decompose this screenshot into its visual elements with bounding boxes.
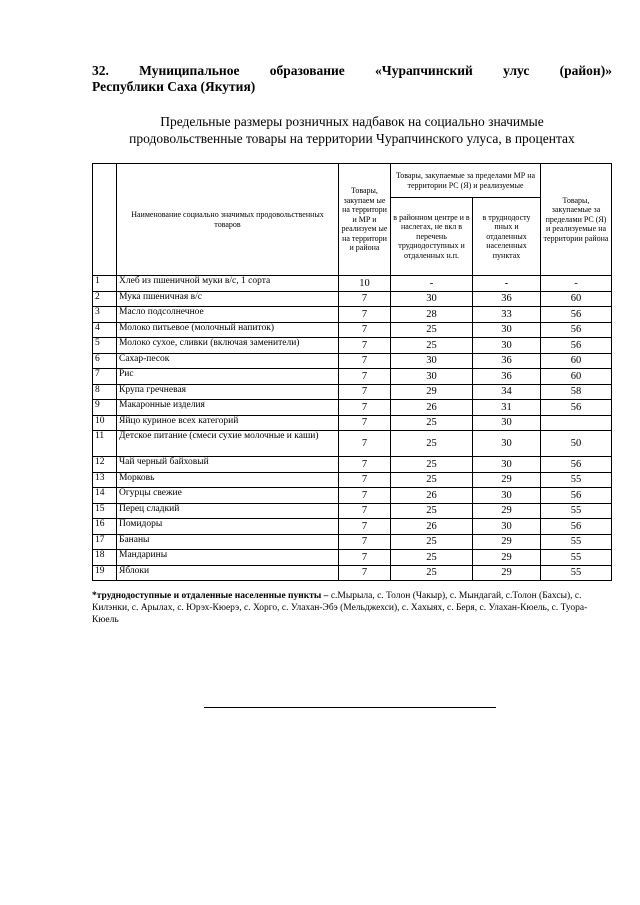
markup-outside-rs: 55 xyxy=(541,503,612,519)
row-number: 3 xyxy=(93,307,117,323)
table-row xyxy=(93,503,612,519)
product-name: Молоко питьевое (молочный напиток) xyxy=(117,322,339,338)
table-row xyxy=(93,307,612,323)
markup-center: 30 xyxy=(391,369,473,385)
markup-local: 7 xyxy=(339,369,391,385)
markup-outside-rs: 56 xyxy=(541,322,612,338)
heading-number: 32. xyxy=(92,63,109,78)
markup-remote: 30 xyxy=(473,415,541,431)
markup-remote: 31 xyxy=(473,400,541,416)
markup-outside-rs: 55 xyxy=(541,550,612,566)
product-name: Огурцы свежие xyxy=(117,488,339,504)
footnote-text: с.Мырыла, с. Толон (Чакыр), с. Мындагай, с.Толон (Бахсы), с. Килэнки, с. Арылах, с. Юрэх-Кюерэ, с. Хорго, с. Улахан-Эбэ (Мельджехси), с. Хахыях, с. Беря, с. Улахан-Кюель, с. Туора-Кюель xyxy=(92,591,588,625)
row-number: 5 xyxy=(93,338,117,354)
table-row xyxy=(93,488,612,504)
heading-line2: Республики Саха (Якутия) xyxy=(92,79,256,94)
table-row xyxy=(93,338,612,354)
product-name: Мандарины xyxy=(117,550,339,566)
markup-remote: 30 xyxy=(473,322,541,338)
heading-word: «Чурапчинский xyxy=(375,63,473,78)
markup-outside-rs: 60 xyxy=(541,369,612,385)
table-row xyxy=(93,519,612,535)
markup-center: 25 xyxy=(391,565,473,581)
markup-remote: 30 xyxy=(473,457,541,473)
table-row xyxy=(93,457,612,473)
row-number: 13 xyxy=(93,472,117,488)
product-name: Морковь xyxy=(117,472,339,488)
product-name: Помидоры xyxy=(117,519,339,535)
markup-local: 7 xyxy=(339,550,391,566)
caption-line1: Предельные размеры розничных надбавок на социально значимые xyxy=(160,114,544,129)
markup-remote: 29 xyxy=(473,534,541,550)
markup-center: 25 xyxy=(391,338,473,354)
row-number: 4 xyxy=(93,322,117,338)
table-row xyxy=(93,276,612,292)
markup-table xyxy=(92,163,612,581)
markup-center: 25 xyxy=(391,503,473,519)
markup-remote: 29 xyxy=(473,472,541,488)
markup-outside-rs xyxy=(541,415,612,431)
header-outside-group: Товары, закупаемые за пределами МР на территории РС (Я) и реализуемые xyxy=(391,164,541,198)
markup-center: 26 xyxy=(391,488,473,504)
markup-center: 25 xyxy=(391,550,473,566)
product-name: Масло подсолнечное xyxy=(117,307,339,323)
markup-outside-rs: 56 xyxy=(541,488,612,504)
markup-local: 7 xyxy=(339,400,391,416)
markup-center: - xyxy=(391,276,473,292)
table-row xyxy=(93,400,612,416)
markup-center: 26 xyxy=(391,519,473,535)
markup-local: 7 xyxy=(339,338,391,354)
markup-remote: 29 xyxy=(473,503,541,519)
markup-outside-rs: 55 xyxy=(541,472,612,488)
markup-local: 7 xyxy=(339,488,391,504)
footnote xyxy=(92,590,614,626)
product-name: Молоко сухое, сливки (включая заменители) xyxy=(117,338,339,354)
markup-center: 30 xyxy=(391,291,473,307)
markup-remote: 30 xyxy=(473,431,541,457)
markup-center: 29 xyxy=(391,384,473,400)
markup-outside-rs: 56 xyxy=(541,338,612,354)
markup-outside-rs: 56 xyxy=(541,400,612,416)
markup-outside-rs: 50 xyxy=(541,431,612,457)
markup-outside-rs: 60 xyxy=(541,353,612,369)
footnote-label: *труднодоступные и отдаленные населенные пункты – xyxy=(92,591,329,601)
markup-outside-rs: 56 xyxy=(541,457,612,473)
table-row xyxy=(93,384,612,400)
markup-local: 7 xyxy=(339,534,391,550)
markup-local: 7 xyxy=(339,519,391,535)
markup-local: 7 xyxy=(339,503,391,519)
row-number: 14 xyxy=(93,488,117,504)
markup-outside-rs: 56 xyxy=(541,307,612,323)
markup-center: 25 xyxy=(391,534,473,550)
header-remote: в труднодосту пных и отдаленных населенных пунктах xyxy=(473,198,541,276)
footer-rule xyxy=(204,707,496,708)
markup-outside-rs: - xyxy=(541,276,612,292)
markup-center: 25 xyxy=(391,457,473,473)
markup-remote: 30 xyxy=(473,488,541,504)
row-number: 9 xyxy=(93,400,117,416)
row-number: 16 xyxy=(93,519,117,535)
header-local: Товары, закупаем ые на территори и МР и реализуем ые на территори и района xyxy=(339,164,391,276)
markup-local: 7 xyxy=(339,431,391,457)
product-name: Рис xyxy=(117,369,339,385)
markup-local: 7 xyxy=(339,384,391,400)
header-name: Наименование социально значимых продовольственных товаров xyxy=(117,164,339,276)
markup-center: 25 xyxy=(391,415,473,431)
markup-center: 25 xyxy=(391,431,473,457)
product-name: Детское питание (смеси сухие молочные и каши) xyxy=(117,431,339,457)
markup-outside-rs: 58 xyxy=(541,384,612,400)
row-number: 15 xyxy=(93,503,117,519)
markup-remote: - xyxy=(473,276,541,292)
markup-remote: 29 xyxy=(473,565,541,581)
heading-word: образование xyxy=(269,63,345,78)
markup-center: 28 xyxy=(391,307,473,323)
markup-local: 10 xyxy=(339,276,391,292)
product-name: Сахар-песок xyxy=(117,353,339,369)
table-row xyxy=(93,322,612,338)
heading-word: (район)» xyxy=(559,63,612,78)
row-number: 17 xyxy=(93,534,117,550)
markup-local: 7 xyxy=(339,472,391,488)
row-number: 11 xyxy=(93,431,117,457)
markup-local: 7 xyxy=(339,291,391,307)
markup-outside-rs: 60 xyxy=(541,291,612,307)
heading-word: Муниципальное xyxy=(139,63,240,78)
markup-center: 25 xyxy=(391,472,473,488)
markup-outside-rs: 56 xyxy=(541,519,612,535)
row-number: 19 xyxy=(93,565,117,581)
row-number: 1 xyxy=(93,276,117,292)
product-name: Мука пшеничная в/с xyxy=(117,291,339,307)
header-center: в районном центре и в наслегах, не вкл в перечень труднодоступных и отдаленных н.п. xyxy=(391,198,473,276)
table-row xyxy=(93,472,612,488)
markup-remote: 33 xyxy=(473,307,541,323)
table-row xyxy=(93,353,612,369)
product-name: Крупа гречневая xyxy=(117,384,339,400)
markup-remote: 30 xyxy=(473,338,541,354)
table-row xyxy=(93,369,612,385)
table-header-row xyxy=(93,164,612,198)
row-number: 10 xyxy=(93,415,117,431)
markup-outside-rs: 55 xyxy=(541,534,612,550)
product-name: Яйцо куриное всех категорий xyxy=(117,415,339,431)
section-heading xyxy=(92,63,612,95)
product-name: Яблоки xyxy=(117,565,339,581)
row-number: 6 xyxy=(93,353,117,369)
product-name: Хлеб из пшеничной муки в/с, 1 сорта xyxy=(117,276,339,292)
markup-local: 7 xyxy=(339,307,391,323)
table-row xyxy=(93,550,612,566)
markup-outside-rs: 55 xyxy=(541,565,612,581)
markup-center: 25 xyxy=(391,322,473,338)
markup-remote: 34 xyxy=(473,384,541,400)
table-caption xyxy=(92,113,612,147)
markup-center: 30 xyxy=(391,353,473,369)
product-name: Бананы xyxy=(117,534,339,550)
header-outside-rs: Товары, закупаемые за пределами РС (Я) и реализуемые на территории района xyxy=(541,164,612,276)
table-row xyxy=(93,565,612,581)
table-row xyxy=(93,291,612,307)
row-number: 12 xyxy=(93,457,117,473)
markup-local: 7 xyxy=(339,415,391,431)
markup-local: 7 xyxy=(339,322,391,338)
markup-local: 7 xyxy=(339,457,391,473)
markup-remote: 36 xyxy=(473,353,541,369)
markup-local: 7 xyxy=(339,565,391,581)
caption-line2: продовольственные товары на территории Чурапчинского улуса, в процентах xyxy=(129,131,575,146)
row-number: 18 xyxy=(93,550,117,566)
row-number: 8 xyxy=(93,384,117,400)
header-number xyxy=(93,164,117,276)
product-name: Перец сладкий xyxy=(117,503,339,519)
row-number: 7 xyxy=(93,369,117,385)
table-row xyxy=(93,415,612,431)
product-name: Макаронные изделия xyxy=(117,400,339,416)
markup-remote: 30 xyxy=(473,519,541,535)
table-body xyxy=(93,276,612,581)
table-row xyxy=(93,534,612,550)
table-row xyxy=(93,431,612,457)
markup-center: 26 xyxy=(391,400,473,416)
markup-local: 7 xyxy=(339,353,391,369)
heading-word: улус xyxy=(503,63,530,78)
markup-remote: 29 xyxy=(473,550,541,566)
markup-remote: 36 xyxy=(473,291,541,307)
row-number: 2 xyxy=(93,291,117,307)
markup-remote: 36 xyxy=(473,369,541,385)
product-name: Чай черный байховый xyxy=(117,457,339,473)
